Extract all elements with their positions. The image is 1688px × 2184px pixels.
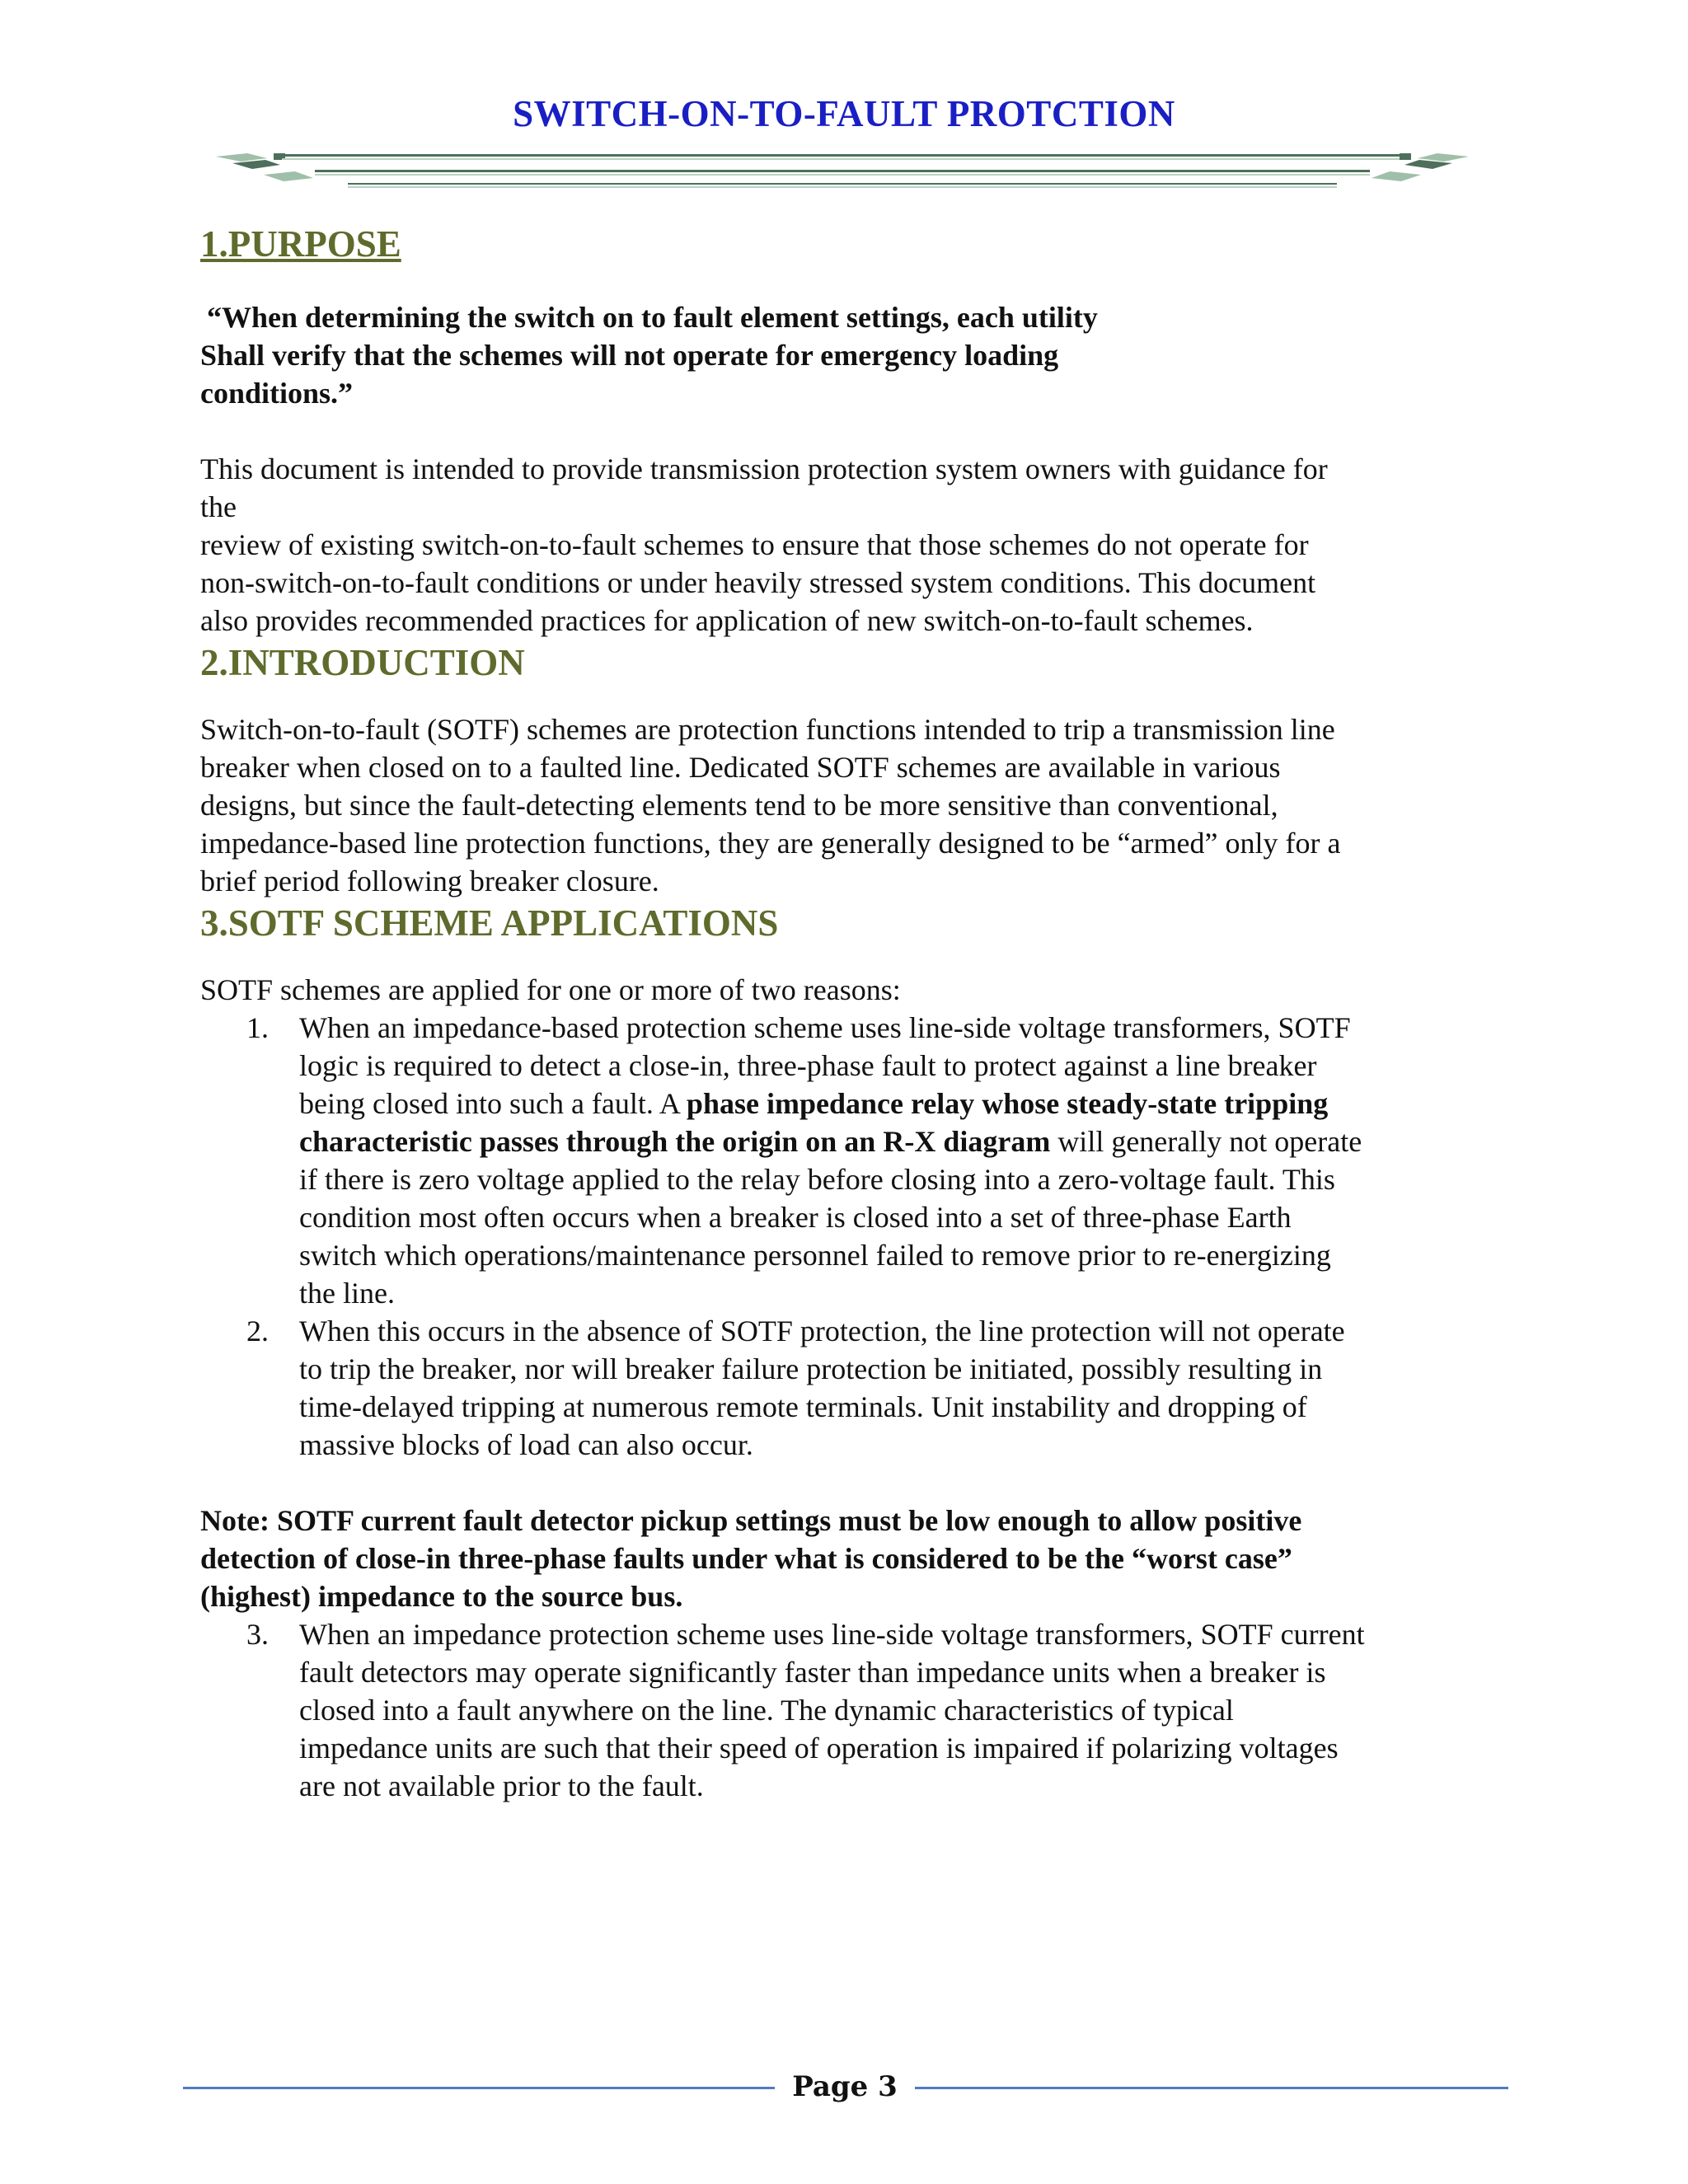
text-run: will generally not operate — [1050, 1125, 1362, 1158]
text-line — [299, 1085, 1486, 1122]
text-line: breaker when closed on to a faulted line. Dedicated SOTF schemes are available in various — [200, 751, 1281, 784]
page-title: SWITCH-ON-TO-FAULT PROTCTION — [513, 93, 1175, 134]
list-number: 1. — [246, 1011, 269, 1044]
text-line: When an impedance-based protection scheme uses line-side voltage transformers, SOTF — [299, 1011, 1351, 1044]
text-line: impedance-based line protection functions, they are generally designed to be “armed” only for a — [200, 827, 1341, 860]
text-line: time-delayed tripping at numerous remote terminals. Unit instability and dropping of — [299, 1390, 1307, 1423]
text-line — [299, 1122, 1486, 1160]
bold-text-run: characteristic passes through the origin on an R-X diagram — [299, 1125, 1051, 1158]
heading-sotf-scheme-applications: 3.SOTF SCHEME APPLICATIONS — [200, 902, 779, 944]
list-number: 2. — [246, 1315, 269, 1347]
text-line: When an impedance protection scheme uses line-side voltage transformers, SOTF current — [299, 1618, 1365, 1651]
text-line: if there is zero voltage applied to the relay before closing into a zero-voltage fault. This — [299, 1163, 1335, 1196]
text-line: detection of close-in three-phase faults under what is considered to be the “worst case” — [200, 1542, 1292, 1575]
page-number: Page 3 — [792, 2070, 898, 2103]
quote-line: conditions.” — [200, 377, 354, 410]
purpose-paragraph — [200, 450, 1486, 640]
quote-line: “When determining the switch on to fault element settings, each utility — [207, 301, 1098, 334]
text-line: the — [200, 490, 237, 523]
text-line: This document is intended to provide transmission protection system owners with guidance for — [200, 452, 1328, 485]
text-line: also provides recommended practices for application of new switch-on-to-fault schemes. — [200, 604, 1254, 637]
footer-rule-left — [183, 2087, 775, 2089]
text-line: condition most often occurs when a breaker is closed into a set of three-phase Earth — [299, 1201, 1292, 1234]
purpose-quote — [200, 298, 1486, 412]
document-body — [200, 221, 1486, 1805]
text-line: are not available prior to the fault. — [299, 1769, 704, 1802]
text-line: logic is required to detect a close-in, three-phase fault to protect against a line breaker — [299, 1049, 1317, 1082]
bold-text-run: phase impedance relay whose steady-state tripping — [686, 1087, 1329, 1120]
text-line: Switch-on-to-fault (SOTF) schemes are protection functions intended to trip a transmission line — [200, 713, 1335, 746]
heading-introduction: 2.INTRODUCTION — [200, 642, 525, 683]
list-item-1 — [200, 1009, 1486, 1312]
page-footer — [183, 2069, 1508, 2105]
list-number: 3. — [246, 1618, 269, 1651]
text-line: When this occurs in the absence of SOTF protection, the line protection will not operate — [299, 1315, 1345, 1347]
text-line: brief period following breaker closure. — [200, 865, 659, 898]
footer-rule-right — [915, 2087, 1508, 2089]
text-line: impedance units are such that their speed of operation is impaired if polarizing voltages — [299, 1732, 1339, 1765]
list-item-3 — [200, 1615, 1486, 1805]
ornament-lines — [282, 154, 1403, 188]
text-line: the line. — [299, 1277, 395, 1310]
introduction-paragraph — [200, 710, 1486, 900]
text-line: massive blocks of load can also occur. — [299, 1428, 753, 1461]
quote-line: Shall verify that the schemes will not operate for emergency loading — [200, 339, 1059, 372]
text-line: non-switch-on-to-fault conditions or under heavily stressed system conditions. This document — [200, 566, 1316, 599]
text-run: being closed into such a fault. A — [299, 1087, 687, 1120]
text-line: review of existing switch-on-to-fault schemes to ensure that those schemes do not operate for — [200, 528, 1309, 561]
ornament-right-end — [1372, 153, 1469, 181]
applications-list — [200, 1009, 1486, 1464]
heading-purpose: 1.PURPOSE — [200, 223, 401, 265]
decorative-divider-ornament — [216, 147, 1469, 198]
text-line: designs, but since the fault-detecting elements tend to be more sensitive than conventional, — [200, 789, 1278, 822]
applications-intro: SOTF schemes are applied for one or more of two reasons: — [200, 973, 901, 1006]
text-line: Note: SOTF current fault detector pickup settings must be low enough to allow positive — [200, 1504, 1302, 1537]
ornament-left-end — [216, 153, 313, 181]
note-paragraph — [200, 1502, 1486, 1615]
text-line: (highest) impedance to the source bus. — [200, 1580, 683, 1613]
list-item-2 — [200, 1312, 1486, 1464]
text-line: fault detectors may operate significantly faster than impedance units when a breaker is — [299, 1656, 1326, 1689]
text-line: closed into a fault anywhere on the line. The dynamic characteristics of typical — [299, 1694, 1234, 1727]
text-line: to trip the breaker, nor will breaker failure protection be initiated, possibly resulting in — [299, 1352, 1323, 1385]
text-line: switch which operations/maintenance personnel failed to remove prior to re-energizing — [299, 1239, 1331, 1272]
applications-list-continued — [200, 1615, 1486, 1805]
